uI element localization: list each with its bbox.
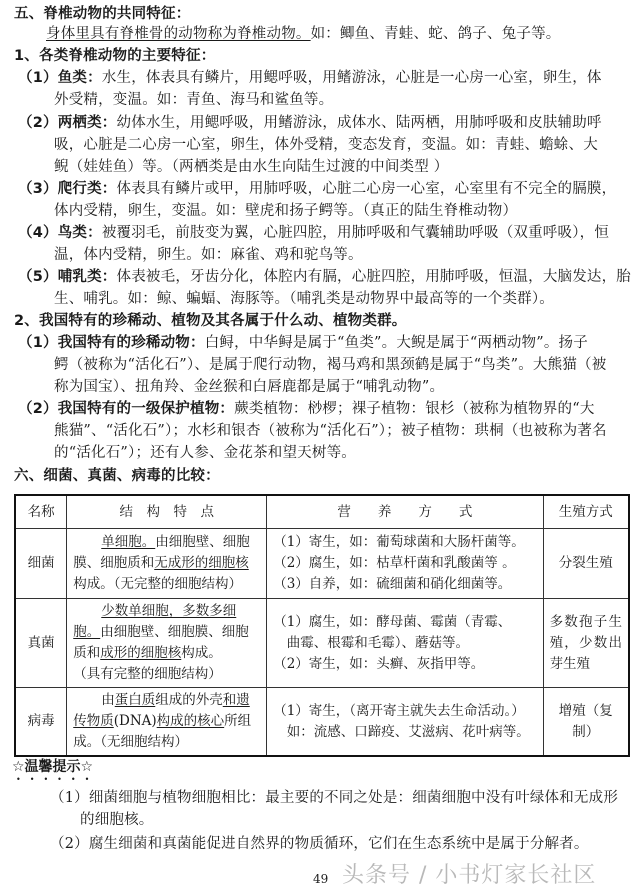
tip-2: （2）腐生细菌和真菌能促进自然界的物质循环，它们在生态系统中是属于分解者。 bbox=[50, 836, 589, 852]
item-name: 哺乳类： bbox=[57, 269, 117, 285]
nutrition-line: 如：流感、口蹄疫、艾滋病、花叶病等。 bbox=[273, 723, 530, 740]
item-bird-cont: 温，体内受精，卵生。如：麻雀、鸡和驼鸟等。 bbox=[54, 247, 363, 263]
item-text: 被覆羽毛，前肢变为翼，心脏四腔，用肺呼吸和气囊辅助呼吸（双重呼吸），恒 bbox=[101, 225, 610, 241]
section5-title: 五、脊椎动物的共同特征： bbox=[14, 6, 191, 22]
header-reproduction: 生殖方式 bbox=[543, 495, 629, 529]
nutrition-line: （1）寄生，如：葡萄球菌和大肠杆菌等。 bbox=[273, 534, 525, 550]
header-name: 名称 bbox=[15, 495, 67, 529]
nutrition-line: （1）寄生，（离开寄主就失去生命活动。） bbox=[273, 702, 525, 719]
item-name: 两栖类： bbox=[57, 115, 117, 131]
section6-title: 六、细菌、真菌、病毒的比较： bbox=[14, 468, 220, 484]
nutrition-line: （1）腐生，如：酵母菌、霉菌（青霉、 bbox=[273, 613, 512, 630]
underlined-text: 单细胞。 bbox=[101, 534, 156, 550]
item-protected-plants-cont1: 熊猫”、“活化石”）；水杉和银杏（被称为“活化石”）；被子植物：珙桐（也被称为著名 bbox=[54, 423, 607, 439]
cell-name: 细菌 bbox=[15, 529, 67, 599]
text: 组成的外壳 bbox=[155, 692, 223, 708]
item-amphibian-cont1: 吸，心脏是二心房一心室，卵生，体外受精，变态发育，变温。如：青蛙、蟾蜍、大 bbox=[54, 137, 598, 153]
item-text: 幼体水生，用鳃呼吸，用鳍游泳，成体水、陆两栖，用肺呼吸和皮肤辅助呼 bbox=[116, 115, 602, 131]
underlined-text: 无成形的细胞核 bbox=[154, 555, 249, 571]
nutrition-line: 曲霉、根霉和毛霉）、蘑菇等。 bbox=[273, 634, 469, 651]
watermark: 头条号 / 小书灯家长社区 bbox=[342, 863, 597, 888]
cell-nutrition bbox=[267, 599, 543, 688]
text: 构成。 bbox=[181, 645, 222, 661]
underlined-text: 构成的核心 bbox=[156, 713, 225, 729]
cell-reproduction: 增殖（复制） bbox=[543, 688, 629, 757]
nutrition-line: （2）腐生，如：枯草杆菌和乳酸菌等 。 bbox=[273, 555, 516, 571]
tips-title: ☆温馨提示☆ bbox=[12, 759, 94, 775]
section5-definition bbox=[46, 24, 561, 44]
item-num: （3） bbox=[18, 181, 58, 197]
cell-nutrition bbox=[267, 688, 543, 757]
item-protected-plants-cont2: 的“活化石”）；还有人参、金花茶和望天树等。 bbox=[54, 445, 356, 461]
item-name: 鱼类： bbox=[57, 70, 102, 86]
item-fish-cont: 外受精，变温。如：青鱼、海马和鲨鱼等。 bbox=[54, 92, 334, 108]
item-num: （2） bbox=[18, 401, 58, 417]
text: 所组成。（无细胞结构） bbox=[73, 713, 252, 750]
item-mammal bbox=[18, 267, 631, 287]
nutrition-line: （3）自养，如：硫细菌和硝化细菌等。 bbox=[273, 576, 512, 592]
table-row bbox=[15, 529, 629, 599]
table-row bbox=[15, 688, 629, 757]
cell-structure bbox=[67, 529, 267, 599]
item-rare-animals bbox=[18, 333, 588, 353]
item-text: 体表被毛，牙齿分化，体腔内有膈，心脏四腔，用肺呼吸，恒温，大脑发达，胎 bbox=[116, 269, 632, 285]
item-text: 体表具有鳞片或甲，用肺呼吸，心脏二心房一心室，心室里有不完全的膈膜， bbox=[116, 181, 617, 197]
item-name: 爬行类： bbox=[57, 181, 117, 197]
item-amphibian-cont2: 鲵（娃娃鱼）等。（两栖类是由水生向陆生过渡的中间类型 ） bbox=[54, 159, 449, 175]
text: （具有完整的细胞结构） bbox=[73, 666, 222, 682]
item-name: 鸟类： bbox=[57, 225, 102, 241]
comparison-table bbox=[14, 494, 630, 757]
underlined-text: 蛋白质 bbox=[114, 692, 156, 708]
header-structure: 结 构 特 点 bbox=[67, 495, 267, 529]
text: 构成。（无完整的细胞结构） bbox=[73, 576, 242, 592]
tip-1: （1）细菌细胞与植物细胞相比：最主要的不同之处是：细菌细胞中没有叶绿体和无成形 bbox=[50, 790, 619, 806]
emphasis-dots: •••••• bbox=[16, 775, 99, 784]
item-rare-animals-cont1: 鳄（被称为“活化石”）、是属于爬行动物，褐马鸡和黑颈鹤是属于“鸟类”。大熊猫（被 bbox=[54, 357, 607, 373]
item-amphibian bbox=[18, 113, 602, 133]
item-reptile-cont: 体内受精，卵生，变温。如：壁虎和扬子鳄等。（真正的陆生脊椎动物） bbox=[54, 203, 518, 219]
item-text: 蕨类植物：桫椤；裸子植物：银杉（被称为植物界的“大 bbox=[234, 401, 595, 417]
text: 由细胞壁、细胞膜、细胞质和 bbox=[73, 624, 249, 661]
item-num: （2） bbox=[18, 115, 58, 131]
item-text: 白鲟，中华鲟是属于“鱼类”。大鲵是属于“两栖动物”。扬子 bbox=[204, 335, 588, 351]
item-protected-plants bbox=[18, 399, 595, 419]
definition-examples: 如：鲫鱼、青蛙、蛇、鸽子、兔子等。 bbox=[310, 26, 561, 42]
page-number: 49 bbox=[313, 872, 329, 886]
item-fish bbox=[18, 68, 602, 88]
item-rare-animals-cont2: 称为国宝）、扭角羚、金丝猴和白唇鹿都是属于“哺乳动物”。 bbox=[54, 379, 445, 395]
underlined-text: 少数单细胞，多数多细胞。 bbox=[73, 603, 237, 640]
item-num: （4） bbox=[18, 225, 58, 241]
item-text: 水生，体表具有鳞片，用鳃呼吸，用鳍游泳，心脏是一心房一心室，卵生，体 bbox=[101, 70, 602, 86]
sub1-title: 1、各类脊椎动物的主要特征： bbox=[14, 48, 216, 64]
cell-structure bbox=[67, 599, 267, 688]
table-row bbox=[15, 599, 629, 688]
item-name: 我国特有的一级保护植物： bbox=[57, 401, 235, 417]
item-reptile bbox=[18, 179, 616, 199]
table-header-row bbox=[15, 495, 629, 529]
underlined-text: 成形的细胞核 bbox=[100, 645, 182, 661]
cell-name: 真菌 bbox=[15, 599, 67, 688]
cell-structure bbox=[67, 688, 267, 757]
header-nutrition: 营 养 方 式 bbox=[267, 495, 543, 529]
nutrition-line: （2）寄生，如：头癣、灰指甲等。 bbox=[273, 655, 485, 672]
definition-underlined: 身体里具有脊椎骨的动物称为脊椎动物。 bbox=[46, 26, 311, 42]
item-mammal-cont: 生、哺乳。如：鲸、蝙蝠、海豚等。（哺乳类是动物界中最高等的一个类群）。 bbox=[54, 291, 554, 307]
item-name: 我国特有的珍稀动物： bbox=[57, 335, 205, 351]
text: 由 bbox=[101, 692, 115, 708]
cell-name: 病毒 bbox=[15, 688, 67, 757]
item-bird bbox=[18, 223, 609, 243]
text: (DNA) bbox=[113, 713, 157, 729]
underlined-text: 和遗传物质 bbox=[73, 692, 250, 729]
cell-nutrition bbox=[267, 529, 543, 599]
item-num: （1） bbox=[18, 335, 58, 351]
text: 由细胞壁、细胞膜、细胞质和 bbox=[73, 534, 250, 571]
sub2-title: 2、我国特有的珍稀动、植物及其各属于什么动、植物类群。 bbox=[14, 313, 407, 329]
cell-reproduction: 分裂生殖 bbox=[543, 529, 629, 599]
tip-1-cont: 的细胞核。 bbox=[80, 812, 154, 828]
item-num: （1） bbox=[18, 70, 58, 86]
cell-reproduction: 多数孢子生殖，少数出芽生殖 bbox=[543, 599, 629, 688]
item-num: （5） bbox=[18, 269, 58, 285]
